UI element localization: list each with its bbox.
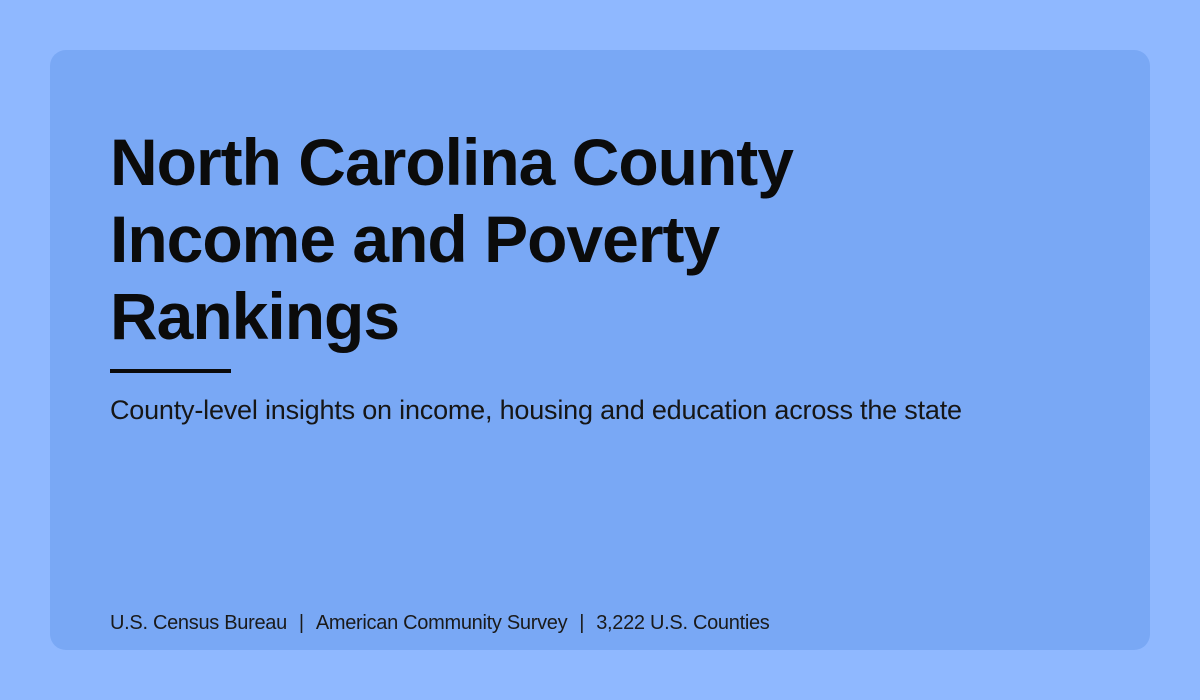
source-footer (110, 610, 770, 636)
title-line: Income and Poverty (110, 202, 720, 276)
source-county-count: 3,222 U.S. Counties (596, 612, 770, 634)
page-title (110, 124, 1010, 355)
footer-separator: | (579, 612, 585, 634)
source-census-bureau: U.S. Census Bureau (110, 612, 287, 634)
title-card (50, 50, 1150, 650)
title-line: Rankings (110, 279, 400, 353)
footer-separator: | (298, 612, 304, 634)
page-subtitle: County-level insights on income, housing and education across the state (110, 395, 962, 425)
title-underline (110, 369, 231, 373)
title-line: North Carolina County (110, 125, 793, 199)
source-american-community-survey: American Community Survey (315, 612, 568, 634)
